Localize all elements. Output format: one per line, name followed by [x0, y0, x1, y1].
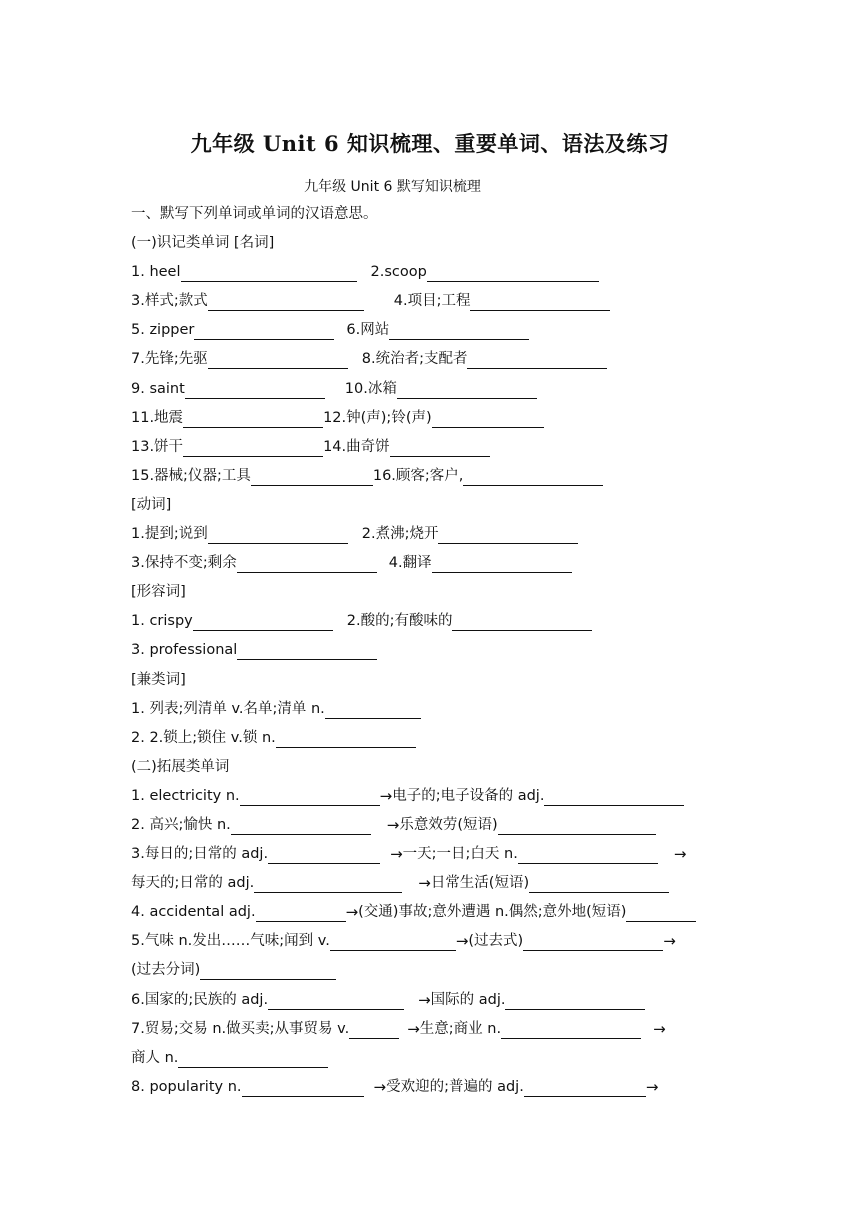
line-text: 8. popularity n.	[131, 1078, 242, 1095]
exercise-line	[131, 437, 741, 466]
answer-blank[interactable]	[390, 440, 490, 457]
answer-blank[interactable]	[325, 702, 421, 719]
line-text: 16.顾客;客户,	[372, 467, 464, 484]
answer-blank[interactable]	[349, 1022, 399, 1039]
arrow-right-icon: →	[373, 1077, 387, 1096]
line-text: 1.提到;说到	[131, 526, 208, 543]
exercise-line	[131, 495, 741, 524]
line-text: 1. electricity n.	[131, 787, 240, 804]
arrow-right-icon: →	[390, 845, 403, 864]
answer-blank[interactable]	[268, 993, 404, 1010]
line-text: 5. zipper	[131, 322, 195, 339]
answer-blank[interactable]	[181, 265, 357, 282]
arrow-right-icon: →	[455, 932, 469, 951]
answer-blank[interactable]	[183, 411, 323, 428]
line-text: 14.曲奇饼	[323, 438, 390, 455]
exercise-line	[131, 699, 741, 728]
answer-blank[interactable]	[389, 323, 529, 340]
document-title: 九年级 Unit 6 知识梳理、重要单词、语法及练习	[190, 131, 670, 156]
answer-blank[interactable]	[626, 905, 696, 922]
exercise-line	[131, 553, 741, 582]
exercise-line	[131, 524, 741, 553]
answer-blank[interactable]	[185, 382, 325, 399]
line-text: 2.煮沸;烧开	[361, 526, 439, 543]
line-text: (交通)事故;意外遭遇 n.偶然;意外地(短语)	[358, 904, 627, 921]
line-text: 日常生活(短语)	[430, 875, 530, 892]
line-text: 15.器械;仪器;工具	[131, 467, 251, 484]
exercise-line	[131, 728, 741, 757]
answer-blank[interactable]	[524, 1080, 646, 1097]
answer-blank[interactable]	[193, 614, 333, 631]
document-subtitle: 九年级 Unit 6 默写知识梳理	[304, 179, 481, 195]
line-text: 7.先锋;先驱	[131, 351, 208, 368]
answer-blank[interactable]	[498, 818, 656, 835]
line-text: 1. crispy	[131, 613, 193, 630]
line-text: 4. accidental adj.	[131, 904, 256, 921]
line-text: 电子的;电子设备的 adj.	[392, 787, 545, 804]
line-text: 国际的 adj.	[430, 991, 506, 1008]
exercise-line	[131, 611, 741, 640]
line-text: 4.项目;工程	[393, 293, 471, 310]
line-text: 2. 2.锁上;锁住 v.锁 n.	[131, 729, 276, 746]
answer-blank[interactable]	[200, 963, 336, 980]
line-text: 6.国家的;民族的 adj.	[131, 991, 269, 1008]
answer-blank[interactable]	[268, 847, 380, 864]
answer-blank[interactable]	[432, 411, 544, 428]
exercise-line	[131, 960, 741, 989]
arrow-right-icon: →	[645, 1077, 659, 1096]
answer-blank[interactable]	[237, 556, 377, 573]
answer-blank[interactable]	[529, 876, 669, 893]
exercise-line	[131, 757, 741, 786]
exercise-line	[131, 204, 741, 233]
answer-blank[interactable]	[276, 731, 416, 748]
line-text: (过去分词)	[131, 962, 201, 979]
exercise-line	[131, 990, 741, 1019]
arrow-right-icon: →	[418, 990, 431, 1009]
arrow-right-icon: →	[386, 815, 400, 834]
answer-blank[interactable]	[208, 294, 364, 311]
line-text: 商人 n.	[131, 1049, 179, 1066]
exercise-line	[131, 873, 741, 902]
answer-blank[interactable]	[467, 352, 607, 369]
exercise-line	[131, 291, 741, 320]
answer-blank[interactable]	[544, 789, 684, 806]
line-text: 12.钟(声);铃(声)	[323, 409, 432, 426]
answer-blank[interactable]	[452, 614, 592, 631]
exercise-line	[131, 902, 741, 931]
answer-blank[interactable]	[194, 323, 334, 340]
line-text: 一天;一日;白天 n.	[402, 846, 518, 863]
answer-blank[interactable]	[470, 294, 610, 311]
answer-blank[interactable]	[518, 847, 658, 864]
answer-blank[interactable]	[237, 643, 377, 660]
exercise-line	[131, 640, 741, 669]
arrow-right-icon: →	[345, 903, 359, 922]
line-text: 2. 高兴;愉快 n.	[131, 816, 231, 833]
answer-blank[interactable]	[183, 440, 323, 457]
exercise-line	[131, 786, 741, 815]
answer-blank[interactable]	[505, 993, 645, 1010]
exercise-line	[131, 670, 741, 699]
exercise-line	[131, 844, 741, 873]
exercise-lines	[131, 204, 741, 1106]
exercise-line	[131, 349, 741, 378]
line-text: 3.样式;款式	[131, 293, 208, 310]
line-text: 9. saint	[131, 380, 185, 397]
answer-blank[interactable]	[251, 469, 373, 486]
line-text: 3.每日的;日常的 adj.	[131, 846, 269, 863]
exercise-line	[131, 262, 741, 291]
answer-blank[interactable]	[208, 527, 348, 544]
line-text: 2.scoop	[370, 264, 427, 281]
line-text: 受欢迎的;普遍的 adj.	[386, 1078, 524, 1095]
line-text: 生意;商业 n.	[419, 1020, 502, 1037]
exercise-line	[131, 1048, 741, 1077]
line-text: 3. professional	[131, 642, 238, 659]
arrow-right-icon: →	[673, 845, 687, 864]
arrow-right-icon: →	[379, 786, 393, 805]
line-text: 8.统治者;支配者	[361, 351, 468, 368]
answer-blank[interactable]	[208, 352, 348, 369]
answer-blank[interactable]	[178, 1051, 328, 1068]
answer-blank[interactable]	[397, 382, 537, 399]
line-text: (过去式)	[468, 933, 524, 950]
line-text: 7.贸易;交易 n.做买卖;从事贸易 v.	[131, 1020, 350, 1037]
line-text: 11.地震	[131, 409, 184, 426]
line-text: (一)识记类单词 [名词]	[131, 235, 275, 252]
exercise-line	[131, 379, 741, 408]
answer-blank[interactable]	[432, 556, 572, 573]
answer-blank[interactable]	[330, 934, 456, 951]
exercise-line	[131, 233, 741, 262]
line-text: (二)拓展类单词	[131, 758, 230, 775]
answer-blank[interactable]	[231, 818, 371, 835]
exercise-line	[131, 1019, 741, 1048]
answer-blank[interactable]	[463, 469, 603, 486]
exercise-line	[131, 466, 741, 495]
arrow-right-icon: →	[663, 932, 676, 951]
line-text: 4.翻译	[388, 555, 432, 572]
line-text: 每天的;日常的 adj.	[131, 875, 255, 892]
answer-blank[interactable]	[242, 1080, 364, 1097]
answer-blank[interactable]	[427, 265, 599, 282]
line-text: 6.网站	[346, 322, 390, 339]
line-text: 1. heel	[131, 264, 181, 281]
exercise-line	[131, 582, 741, 611]
answer-blank[interactable]	[256, 905, 346, 922]
answer-blank[interactable]	[438, 527, 578, 544]
exercise-line	[131, 815, 741, 844]
line-text: 2.酸的;有酸味的	[346, 613, 453, 630]
answer-blank[interactable]	[523, 934, 663, 951]
exercise-line	[131, 408, 741, 437]
line-text: 10.冰箱	[344, 380, 397, 397]
line-text: 3.保持不变;剩余	[131, 555, 237, 572]
answer-blank[interactable]	[240, 789, 380, 806]
line-text: [兼类词]	[131, 671, 186, 688]
line-text: 13.饼干	[131, 438, 184, 455]
line-text: 1. 列表;列清单 v.名单;清单 n.	[131, 700, 325, 717]
line-text: [形容词]	[131, 584, 186, 601]
exercise-line	[131, 320, 741, 349]
line-text: [动词]	[131, 496, 172, 513]
arrow-right-icon: →	[407, 1019, 420, 1038]
line-text: 乐意效劳(短语)	[399, 816, 498, 833]
exercise-line	[131, 931, 741, 960]
arrow-right-icon: →	[653, 1019, 666, 1038]
answer-blank[interactable]	[254, 876, 402, 893]
line-text: 一、默写下列单词或单词的汉语意思。	[131, 206, 378, 222]
line-text: 5.气味 n.发出……气味;闻到 v.	[131, 933, 330, 950]
arrow-right-icon: →	[418, 874, 431, 893]
exercise-line	[131, 1077, 741, 1106]
answer-blank[interactable]	[501, 1022, 641, 1039]
